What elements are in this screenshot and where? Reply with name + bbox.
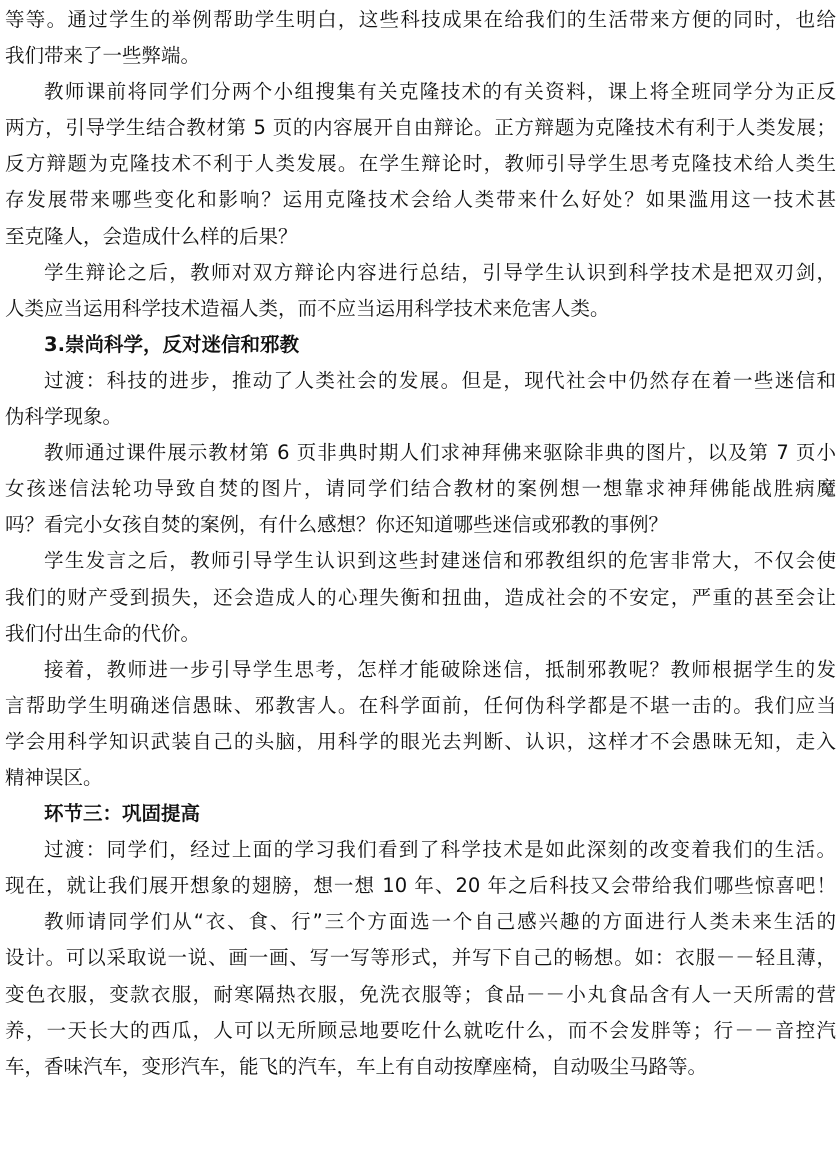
text-line: 人类应当运用科学技术造福人类，而不应当运用科学技术来危害人类。 (5, 296, 610, 320)
text-line: 接着，教师进一步引导学生思考，怎样才能破除迷信，抵制邪教呢？教师根据学生的发 (44, 657, 836, 681)
text-line: 至克隆人，会造成什么样的后果？ (5, 224, 298, 248)
text-line: 学生辩论之后，教师对双方辩论内容进行总结，引导学生认识到科学技术是把双刃剑， (44, 260, 836, 284)
text-line: 过渡：科技的进步，推动了人类社会的发展。但是，现代社会中仍然存在着一些迷信和 (44, 368, 836, 392)
text-line: 我们付出生命的代价。 (5, 621, 201, 645)
text-line: 现在，就让我们展开想象的翅膀，想一想 10 年、20 年之后科技又会带给我们哪些惊喜吧！ (5, 874, 836, 898)
text-line: 等等。通过学生的举例帮助学生明白，这些科技成果在给我们的生活带来方便的同时，也给 (5, 8, 836, 31)
text-line: 设计。可以采取说一说、画一画、写一写等形式，并写下自己的畅想。如：衣服－－轻且薄， (5, 946, 836, 970)
text-line: 车，香味汽车，变形汽车，能飞的汽车，车上有自动按摩座椅，自动吸尘马路等。 (5, 1054, 708, 1078)
text-line: 两方，引导学生结合教材第 5 页的内容展开自由辩论。正方辩题为克隆技术有利于人类发展； (5, 116, 836, 140)
section-heading: 环节三：巩固提高 (44, 802, 201, 826)
text-line: 伪科学现象。 (5, 405, 123, 429)
document-page (5, 2, 836, 1085)
text-line: 变色衣服，变款衣服，耐寒隔热衣服，免洗衣服等；食品－－小丸食品含有人一天所需的营 (5, 982, 836, 1006)
text-line: 教师课前将同学们分两个小组搜集有关克隆技术的有关资料，课上将全班同学分为正反 (44, 80, 836, 104)
text-line: 养，一天长大的西瓜，人可以无所顾忌地要吃什么就吃什么，而不会发胖等；行－－音控汽 (5, 1018, 836, 1042)
text-line: 反方辩题为克隆技术不利于人类发展。在学生辩论时，教师引导学生思考克隆技术给人类生 (5, 152, 836, 176)
section-heading: 3.崇尚科学，反对迷信和邪教 (44, 332, 299, 356)
text-line: 女孩迷信法轮功导致自焚的图片，请同学们结合教材的案例想一想靠求神拜佛能战胜病魔 (5, 477, 836, 501)
text-line: 存发展带来哪些变化和影响？运用克隆技术会给人类带来什么好处？如果滥用这一技术甚 (5, 188, 836, 212)
text-line: 教师通过课件展示教材第 6 页非典时期人们求神拜佛来驱除非典的图片，以及第 7 页小 (44, 441, 836, 465)
text-line: 我们带来了一些弊端。 (5, 44, 201, 68)
text-line: 教师请同学们从“衣、食、行”三个方面选一个自己感兴趣的方面进行人类未来生活的 (44, 910, 836, 934)
text-line: 学会用科学知识武装自己的头脑，用科学的眼光去判断、认识，这样才不会愚昧无知，走入 (5, 729, 836, 753)
text-line: 精神误区。 (5, 765, 103, 789)
text-line: 学生发言之后，教师引导学生认识到这些封建迷信和邪教组织的危害非常大，不仅会使 (44, 549, 836, 573)
text-line: 言帮助学生明确迷信愚昧、邪教害人。在科学面前，任何伪科学都是不堪一击的。我们应当 (5, 693, 836, 717)
text-line: 吗？看完小女孩自焚的案例，有什么感想？你还知道哪些迷信或邪教的事例？ (5, 513, 669, 537)
text-line: 我们的财产受到损失，还会造成人的心理失衡和扭曲，造成社会的不安定，严重的甚至会让 (5, 585, 836, 609)
text-line: 过渡：同学们，经过上面的学习我们看到了科学技术是如此深刻的改变着我们的生活。 (44, 838, 836, 862)
